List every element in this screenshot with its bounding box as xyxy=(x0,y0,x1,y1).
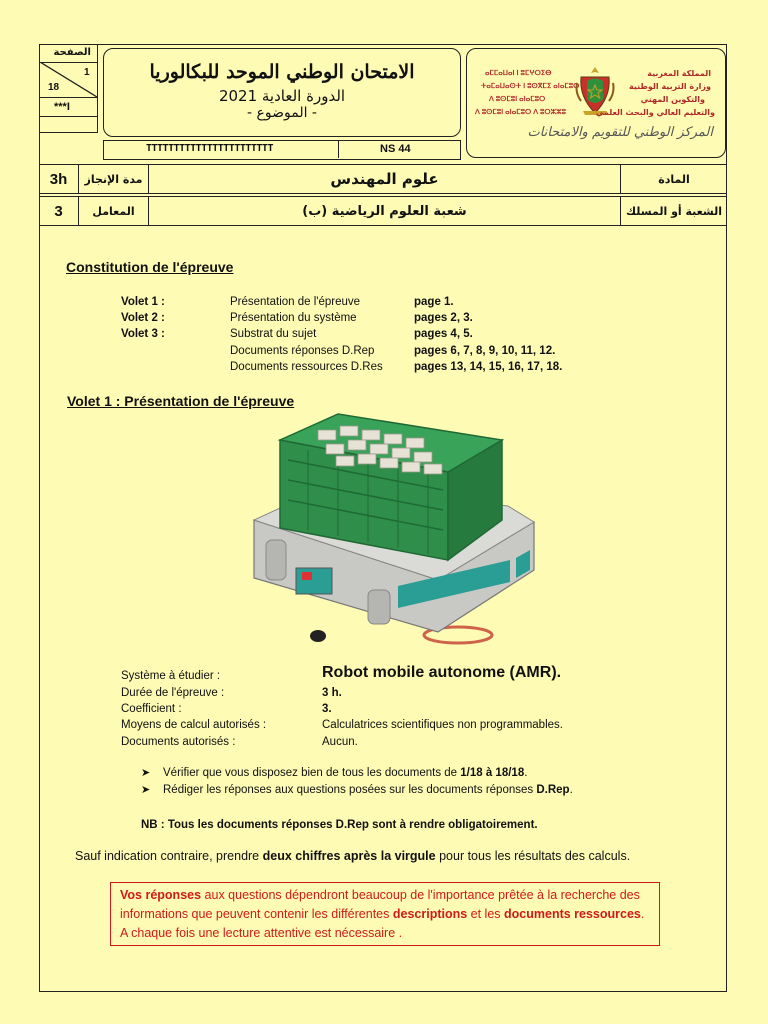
ministry-line-4: والتعليم العالي والبحث العلمي xyxy=(595,108,715,117)
bullet-check-docs xyxy=(163,765,527,781)
coef-detail-value: 3. xyxy=(322,703,332,715)
volet-pages: pages 13, 14, 15, 16, 17, 18. xyxy=(414,361,563,373)
attention-part-1: Vos réponses xyxy=(120,888,202,902)
rounding-instruction-text: Sauf indication contraire, prendre xyxy=(75,849,263,863)
center-name: المركز الوطني للتقويم والامتحانات xyxy=(527,125,713,140)
subject-name: علوم المهندس xyxy=(149,164,621,194)
bullet-write-answers-end: . xyxy=(569,784,573,796)
volet-desc: Substrat du sujet xyxy=(230,328,317,340)
docs-value: Aucun. xyxy=(322,736,358,748)
volet-desc: Présentation du système xyxy=(230,312,357,324)
coef-detail-label: Coefficient : xyxy=(121,703,182,715)
coef-value: 3 xyxy=(39,196,79,226)
duration-label: مدة الإنجاز xyxy=(79,164,149,194)
subject-field-label: المادة xyxy=(658,172,690,186)
ministry-box xyxy=(466,48,726,158)
tifinagh-line-3: ⴷ ⵓⵙⵎⵓⵏ ⴰⵏⴰⵎⵓⵔ xyxy=(489,96,546,103)
exam-title: الامتحان الوطني الموحد للبكالوريا xyxy=(149,61,415,83)
page-number-box xyxy=(39,44,98,133)
volet-pages: pages 6, 7, 8, 9, 10, 11, 12. xyxy=(414,345,556,357)
bullet-check-docs-end: . xyxy=(524,767,528,779)
volet-label: Volet 2 : xyxy=(121,312,165,324)
calc-value: Calculatrices scientifiques non programmables. xyxy=(322,719,563,731)
system-label: Système à étudier : xyxy=(121,670,221,682)
code-bar-divider xyxy=(338,141,339,158)
exam-title-box xyxy=(103,48,461,137)
page-stars: ***I xyxy=(54,101,70,113)
constitution-heading: Constitution de l'épreuve xyxy=(66,259,234,275)
volet-pages: pages 4, 5. xyxy=(414,328,473,340)
bullet-check-docs-text: Vérifier que vous disposez bien de tous les documents de xyxy=(163,767,461,779)
attention-part-6: . A chaque fois une lecture attentive est nécessaire . xyxy=(120,907,645,940)
bullet-write-answers-text: Rédiger les réponses aux questions posées sur les documents réponses xyxy=(163,784,537,796)
volet-pages: pages 2, 3. xyxy=(414,312,473,324)
page-label: الصفحة xyxy=(53,47,91,58)
rounding-instruction-end: pour tous les résultats des calculs. xyxy=(435,849,631,863)
docs-label: Documents autorisés : xyxy=(121,736,236,748)
ministry-line-1: المملكة المغربية xyxy=(647,69,711,78)
code-bar-box xyxy=(103,140,461,160)
tifinagh-line-2: ⵜⴰⵎⴰⵡⴰⵙⵜ ⵏ ⵓⵙⴳⵎⵉ ⴰⵏⴰⵎⵓⵔ xyxy=(481,83,580,90)
calc-label: Moyens de calcul autorisés : xyxy=(121,719,267,731)
coef-label: المعامل xyxy=(79,196,149,226)
page-number: 1 xyxy=(84,67,90,78)
bullet-arrow-icon: ➤ xyxy=(141,784,151,796)
attention-part-4: et les xyxy=(467,907,505,921)
bullet-write-answers-drep: D.Rep xyxy=(536,784,570,796)
bullet-arrow-icon: ➤ xyxy=(141,767,151,779)
bullet-check-docs-range: 1/18 à 18/18 xyxy=(460,767,525,779)
duration-value: 3h xyxy=(39,164,79,194)
attention-part-5: documents ressources xyxy=(504,907,641,921)
ns-code: NS 44 xyxy=(380,143,411,155)
tifinagh-line-1: ⴰⵎⵎⴰⵡⴰⵏ ⵏ ⵓⵎⵖⵔⵉⴱ xyxy=(485,70,552,77)
attention-box xyxy=(110,882,660,946)
volet-label: Volet 3 : xyxy=(121,328,165,340)
system-value: Robot mobile autonome (AMR). xyxy=(322,664,562,681)
volet-desc: Documents ressources D.Res xyxy=(230,361,383,373)
amr-robot-illustration xyxy=(248,410,538,650)
branch-name: شعبة العلوم الرياضية (ب) xyxy=(149,196,621,226)
bullet-write-answers xyxy=(163,782,573,798)
exam-subject-label: - الموضوع - xyxy=(247,105,317,121)
tifinagh-line-4: ⴷ ⵓⵙⵎⵓⵏ ⴰⵏⴰⵎⵓⵔ ⴷ ⵓⵔⵣⵣⵓ xyxy=(475,109,567,116)
rounding-instruction xyxy=(75,849,630,863)
ministry-line-2: وزارة التربية الوطنية xyxy=(628,82,711,91)
volet-pages: page 1. xyxy=(414,296,454,308)
attention-part-3: descriptions xyxy=(392,907,468,921)
duration-detail-value: 3 h. xyxy=(322,687,342,699)
nb-note: NB : Tous les documents réponses D.Rep sont à rendre obligatoirement. xyxy=(141,819,538,831)
branch-label: الشعبة أو المسلك xyxy=(626,204,722,218)
volet-desc: Documents réponses D.Rep xyxy=(230,345,375,357)
code-bars: TTTTTTTTTTTTTTTTTTTTTTT xyxy=(146,143,273,154)
exam-session: الدورة العادية 2021 xyxy=(218,87,346,105)
duration-detail-label: Durée de l'épreuve : xyxy=(121,687,225,699)
page-total: 18 xyxy=(48,82,60,93)
ministry-line-3: والتكوين المهني xyxy=(640,95,705,104)
volet1-heading: Volet 1 : Présentation de l'épreuve xyxy=(67,393,295,409)
attention-part-2: aux questions dépendront beaucoup de l'importance prêtée à la recherche des informations que peuvent contenir les différentes xyxy=(120,888,640,921)
volet-label: Volet 1 : xyxy=(121,296,165,308)
page-stars-divider xyxy=(40,116,97,117)
volet-desc: Présentation de l'épreuve xyxy=(230,296,361,308)
rounding-instruction-bold: deux chiffres après la virgule xyxy=(262,849,436,863)
page-total-divider xyxy=(40,97,97,98)
